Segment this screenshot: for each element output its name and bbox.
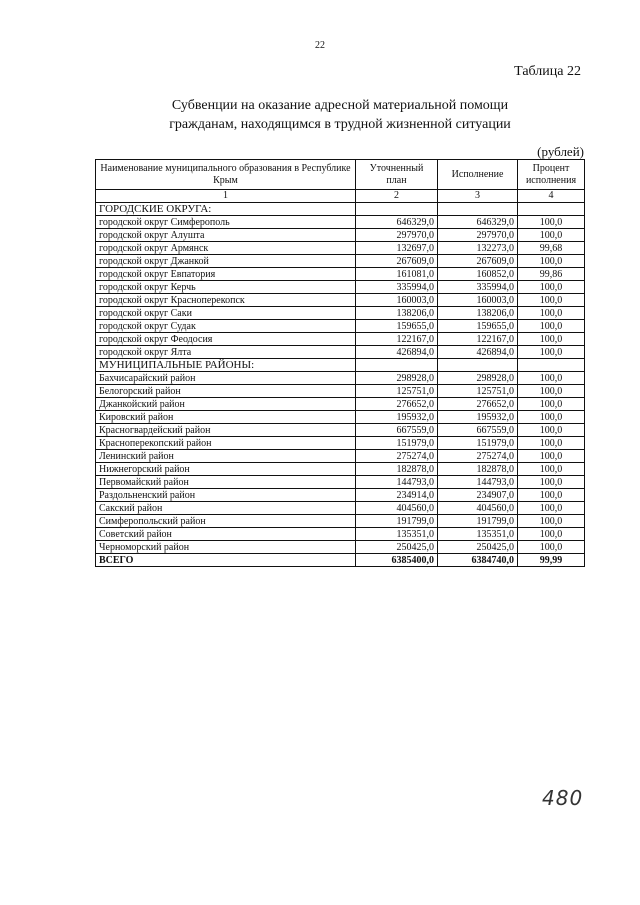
cell-percent: 100,0 <box>518 333 585 346</box>
cell-name: Джанкойский район <box>96 398 356 411</box>
cell-percent: 100,0 <box>518 385 585 398</box>
cell-percent: 100,0 <box>518 294 585 307</box>
cell-execution: 151979,0 <box>438 437 518 450</box>
section-label: МУНИЦИПАЛЬНЫЕ РАЙОНЫ: <box>96 359 356 372</box>
cell-plan: 135351,0 <box>356 528 438 541</box>
column-number: 3 <box>438 190 518 203</box>
cell-name: городской округ Армянск <box>96 242 356 255</box>
table-row <box>96 489 585 502</box>
cell-plan: 159655,0 <box>356 320 438 333</box>
cell-percent: 100,0 <box>518 229 585 242</box>
table-body <box>96 203 585 567</box>
cell-execution: 267609,0 <box>438 255 518 268</box>
cell-execution: 122167,0 <box>438 333 518 346</box>
total-row <box>96 554 585 567</box>
cell-name: Красноперекопский район <box>96 437 356 450</box>
empty-cell <box>518 203 585 216</box>
cell-percent: 100,0 <box>518 437 585 450</box>
cell-name: Первомайский район <box>96 476 356 489</box>
cell-name: городской округ Евпатория <box>96 268 356 281</box>
cell-execution: 276652,0 <box>438 398 518 411</box>
cell-name: Симферопольский район <box>96 515 356 528</box>
cell-execution: 335994,0 <box>438 281 518 294</box>
header-percent: Процент исполнения <box>518 160 585 190</box>
table-row <box>96 515 585 528</box>
cell-name: ВСЕГО <box>96 554 356 567</box>
cell-execution: 159655,0 <box>438 320 518 333</box>
cell-execution: 160003,0 <box>438 294 518 307</box>
cell-name: Ленинский район <box>96 450 356 463</box>
cell-name: городской округ Саки <box>96 307 356 320</box>
section-label: ГОРОДСКИЕ ОКРУГА: <box>96 203 356 216</box>
table-row <box>96 320 585 333</box>
title-line-2: гражданам, находящимся в трудной жизненной ситуации <box>169 117 511 132</box>
cell-execution: 160852,0 <box>438 268 518 281</box>
cell-percent: 100,0 <box>518 528 585 541</box>
table-row <box>96 541 585 554</box>
cell-plan: 132697,0 <box>356 242 438 255</box>
cell-percent: 100,0 <box>518 398 585 411</box>
table-row <box>96 528 585 541</box>
table-row <box>96 281 585 294</box>
cell-percent: 100,0 <box>518 320 585 333</box>
table-row <box>96 294 585 307</box>
cell-percent: 100,0 <box>518 489 585 502</box>
document-title <box>90 96 590 134</box>
cell-percent: 100,0 <box>518 216 585 229</box>
cell-name: городской округ Судак <box>96 320 356 333</box>
empty-cell <box>438 359 518 372</box>
cell-percent: 99,86 <box>518 268 585 281</box>
header-name: Наименование муниципального образования в Республике Крым <box>96 160 356 190</box>
empty-cell <box>518 359 585 372</box>
table-row <box>96 502 585 515</box>
empty-cell <box>438 203 518 216</box>
units-label: (рублей) <box>537 144 584 159</box>
table-row <box>96 216 585 229</box>
cell-plan: 160003,0 <box>356 294 438 307</box>
cell-plan: 151979,0 <box>356 437 438 450</box>
table-row <box>96 450 585 463</box>
page-number: 22 <box>315 40 325 51</box>
table-row <box>96 372 585 385</box>
table-label: Таблица 22 <box>514 64 581 79</box>
cell-name: городской округ Ялта <box>96 346 356 359</box>
cell-execution: 132273,0 <box>438 242 518 255</box>
cell-plan: 250425,0 <box>356 541 438 554</box>
cell-execution: 6384740,0 <box>438 554 518 567</box>
cell-execution: 426894,0 <box>438 346 518 359</box>
cell-plan: 404560,0 <box>356 502 438 515</box>
cell-execution: 404560,0 <box>438 502 518 515</box>
table-row <box>96 424 585 437</box>
table-row <box>96 476 585 489</box>
cell-name: Черноморский район <box>96 541 356 554</box>
subventions-table <box>95 159 585 567</box>
cell-execution: 195932,0 <box>438 411 518 424</box>
column-number: 1 <box>96 190 356 203</box>
cell-plan: 182878,0 <box>356 463 438 476</box>
cell-execution: 646329,0 <box>438 216 518 229</box>
cell-plan: 275274,0 <box>356 450 438 463</box>
cell-percent: 100,0 <box>518 463 585 476</box>
cell-plan: 138206,0 <box>356 307 438 320</box>
table-row <box>96 229 585 242</box>
cell-plan: 125751,0 <box>356 385 438 398</box>
table-row <box>96 346 585 359</box>
cell-execution: 298928,0 <box>438 372 518 385</box>
cell-name: Белогорский район <box>96 385 356 398</box>
cell-percent: 100,0 <box>518 346 585 359</box>
table-row <box>96 307 585 320</box>
column-number: 2 <box>356 190 438 203</box>
cell-execution: 138206,0 <box>438 307 518 320</box>
table-row <box>96 255 585 268</box>
handwritten-page-number: 480 <box>542 786 584 810</box>
cell-plan: 646329,0 <box>356 216 438 229</box>
cell-execution: 182878,0 <box>438 463 518 476</box>
cell-plan: 276652,0 <box>356 398 438 411</box>
cell-name: городской округ Красноперекопск <box>96 294 356 307</box>
cell-percent: 100,0 <box>518 411 585 424</box>
cell-name: Советский район <box>96 528 356 541</box>
cell-percent: 100,0 <box>518 255 585 268</box>
cell-percent: 99,99 <box>518 554 585 567</box>
cell-plan: 267609,0 <box>356 255 438 268</box>
cell-plan: 6385400,0 <box>356 554 438 567</box>
column-number-row <box>96 190 585 203</box>
cell-plan: 335994,0 <box>356 281 438 294</box>
table-row <box>96 385 585 398</box>
cell-plan: 426894,0 <box>356 346 438 359</box>
cell-execution: 275274,0 <box>438 450 518 463</box>
header-execution: Исполнение <box>438 160 518 190</box>
cell-name: городской округ Алушта <box>96 229 356 242</box>
cell-plan: 297970,0 <box>356 229 438 242</box>
cell-execution: 144793,0 <box>438 476 518 489</box>
cell-percent: 100,0 <box>518 307 585 320</box>
cell-plan: 161081,0 <box>356 268 438 281</box>
cell-plan: 667559,0 <box>356 424 438 437</box>
cell-percent: 100,0 <box>518 281 585 294</box>
table-row <box>96 268 585 281</box>
table-row <box>96 463 585 476</box>
cell-plan: 234914,0 <box>356 489 438 502</box>
table-row <box>96 437 585 450</box>
cell-execution: 234907,0 <box>438 489 518 502</box>
empty-cell <box>356 203 438 216</box>
cell-percent: 100,0 <box>518 372 585 385</box>
section-row-cities <box>96 203 585 216</box>
cell-name: городской округ Керчь <box>96 281 356 294</box>
cell-plan: 144793,0 <box>356 476 438 489</box>
cell-percent: 100,0 <box>518 541 585 554</box>
cell-name: Сакский район <box>96 502 356 515</box>
cell-name: Кировский район <box>96 411 356 424</box>
header-plan: Уточненный план <box>356 160 438 190</box>
table-row <box>96 398 585 411</box>
table-header-row <box>96 160 585 190</box>
cell-plan: 195932,0 <box>356 411 438 424</box>
empty-cell <box>356 359 438 372</box>
cell-name: городской округ Феодосия <box>96 333 356 346</box>
cell-name: городской округ Симферополь <box>96 216 356 229</box>
cell-name: Бахчисарайский район <box>96 372 356 385</box>
cell-execution: 125751,0 <box>438 385 518 398</box>
section-row-districts <box>96 359 585 372</box>
cell-percent: 100,0 <box>518 502 585 515</box>
table-row <box>96 333 585 346</box>
cell-percent: 100,0 <box>518 450 585 463</box>
table-row <box>96 411 585 424</box>
title-line-1: Субвенции на оказание адресной материальной помощи <box>171 98 509 113</box>
cell-execution: 191799,0 <box>438 515 518 528</box>
cell-execution: 135351,0 <box>438 528 518 541</box>
cell-name: Нижнегорский район <box>96 463 356 476</box>
cell-execution: 250425,0 <box>438 541 518 554</box>
cell-execution: 667559,0 <box>438 424 518 437</box>
cell-plan: 298928,0 <box>356 372 438 385</box>
column-number: 4 <box>518 190 585 203</box>
cell-plan: 191799,0 <box>356 515 438 528</box>
cell-percent: 100,0 <box>518 515 585 528</box>
cell-percent: 100,0 <box>518 476 585 489</box>
cell-plan: 122167,0 <box>356 333 438 346</box>
cell-percent: 99,68 <box>518 242 585 255</box>
cell-name: Красногвардейский район <box>96 424 356 437</box>
table-row <box>96 242 585 255</box>
cell-percent: 100,0 <box>518 424 585 437</box>
cell-execution: 297970,0 <box>438 229 518 242</box>
cell-name: Раздольненский район <box>96 489 356 502</box>
cell-name: городской округ Джанкой <box>96 255 356 268</box>
